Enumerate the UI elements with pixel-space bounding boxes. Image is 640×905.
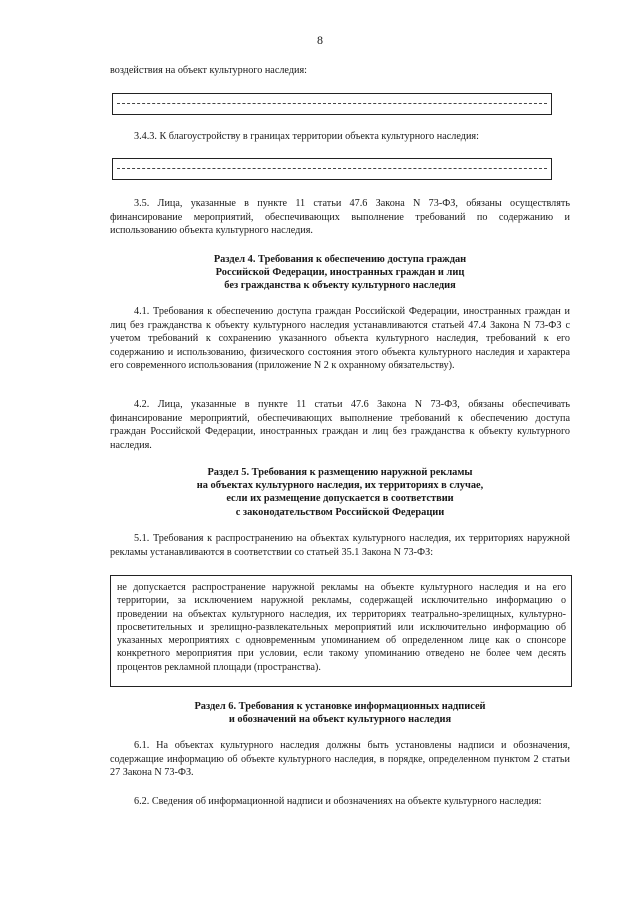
item-3-4-3: 3.4.3. К благоустройству в границах территории объекта культурного наследия: [134,131,479,142]
heading-line: без гражданства к объекту культурного наследия [224,280,456,292]
heading-line: с законодательством Российской Федерации [235,506,445,518]
section-4-heading [110,253,570,293]
advertising-requirements-box [110,575,572,687]
paragraph-6-2: 6.2. Сведения об информационной надписи и обозначениях на объекте культурного наследия: [134,796,542,807]
heading-line: и обозначений на объект культурного наследия [228,714,452,726]
page-number: 8 [317,33,323,47]
dashed-fill-line [117,103,547,104]
paragraph-4-1: 4.1. Требования к обеспечению доступа граждан Российской Федерации, иностранных граждан и лиц без гражданства к объекту культурного наследия устанавливаются статьей 47.4 Закона N 73-ФЗ с учетом требований к сохранению указанного объекта культурного наследия, требований к его содержанию и использованию, физического состояния этого объекта культурного наследия и характера его современного использования (приложение N 2 к охранному обязательству). [110,306,570,372]
item-3-5: 3.5. Лица, указанные в пункте 11 статьи 47.6 Закона N 73-ФЗ, обязаны осуществлять финансирование мероприятий, обеспечивающих выполнение требований по содержанию и использованию объекта культурного наследия. [110,198,570,237]
advertising-requirements-text: не допускается распространение наружной рекламы на объекте культурного наследия и на его территории, за исключением наружной рекламы, содержащей исключительно информацию о проведении на объектах культурного наследия, их территориях театрально-зрелищных, культурно-просветительных и зрелищно-развлекательных мероприятий или исключительно информацию об указанных мероприятиях с одновременным упоминанием об определенном лице как о спонсоре конкретного мероприятия при условии, если такому упоминанию отведено не более чем десять процентов рекламной площади (пространства). [117,582,566,673]
paragraph-6-1: 6.1. На объектах культурного наследия должны быть установлены надписи и обозначения, содержащие информацию об объекте культурного наследия, в порядке, определенном пунктом 2 статьи 27 Закона N 73-ФЗ. [110,740,570,779]
heading-line: Российской Федерации, иностранных граждан и лиц [215,267,465,279]
heading-line: если их размещение допускается в соответствии [226,493,454,505]
section-6-heading [110,700,570,726]
continuation-line: воздействия на объект культурного наследия: [110,65,307,76]
dashed-fill-line [117,168,547,169]
heading-line: Раздел 5. Требования к размещению наружной рекламы [207,467,473,478]
paragraph-4-2: 4.2. Лица, указанные в пункте 11 статьи 47.6 Закона N 73-ФЗ, обязаны обеспечивать финансирование мероприятий, обеспечивающих выполнение требований к обеспечению доступа граждан Российской Федерации, иностранных граждан и лиц без гражданства к объекту культурного наследия. [110,399,570,451]
section-5-heading [110,466,570,519]
heading-line: Раздел 6. Требования к установке информационных надписей [194,701,486,712]
fill-in-box-impact[interactable] [112,93,552,115]
heading-line: на объектах культурного наследия, их территориях в случае, [196,480,484,492]
fill-in-box-landscaping[interactable] [112,158,552,180]
paragraph-5-1: 5.1. Требования к распространению на объектах культурного наследия, их территориях наружной рекламы устанавливаются в соответствии со статьей 35.1 Закона N 73-ФЗ: [110,533,570,558]
heading-line: Раздел 4. Требования к обеспечению доступа граждан [213,254,467,265]
